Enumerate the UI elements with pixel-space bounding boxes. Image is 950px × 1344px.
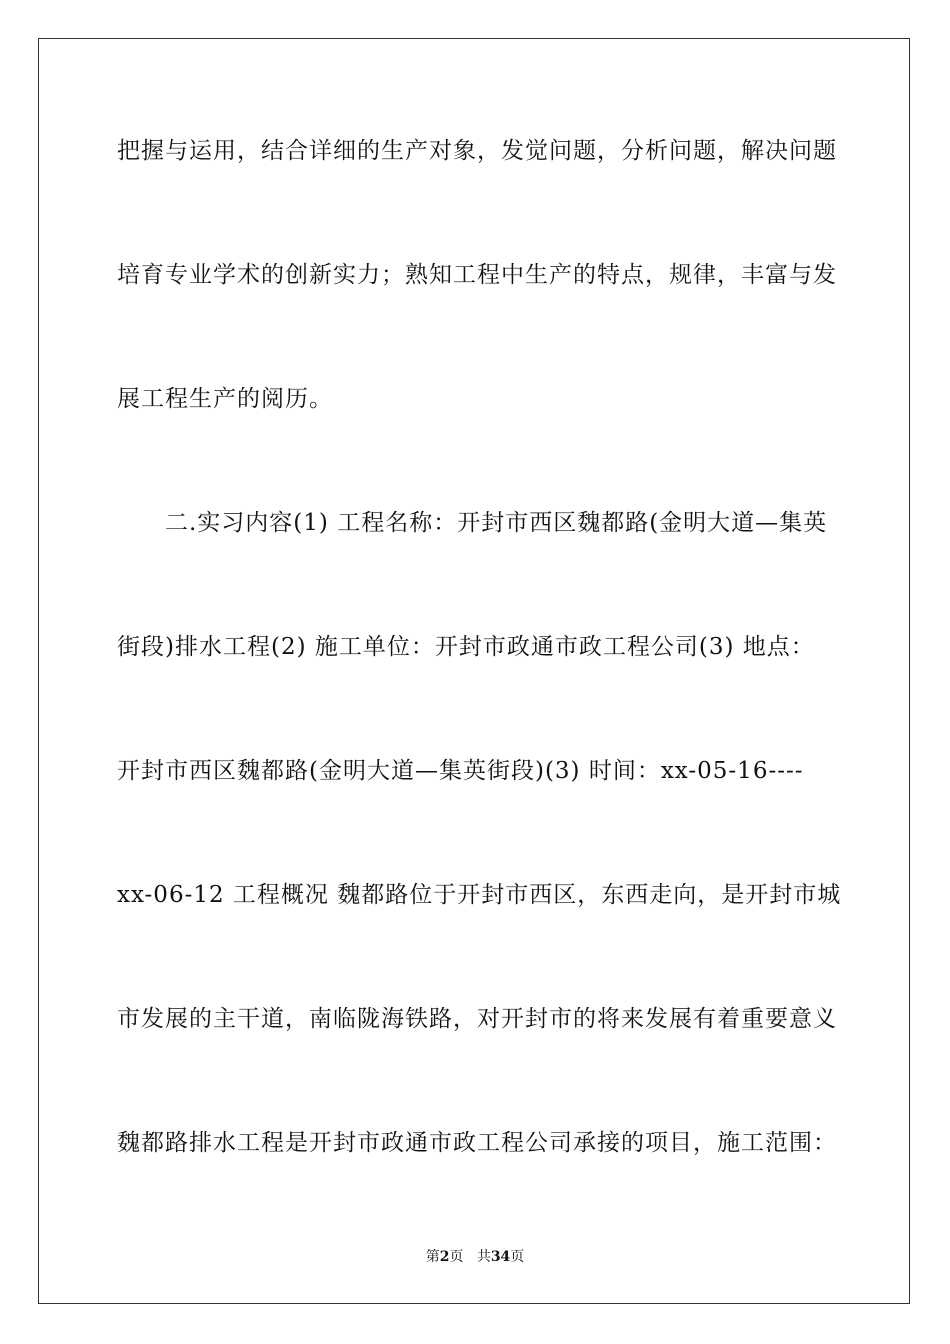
page-suffix: 页: [449, 1249, 464, 1265]
total-prefix: 共: [476, 1249, 491, 1265]
page-number: 2: [439, 1249, 450, 1265]
body-text-line: 把握与运用，结合详细的生产对象，发觉问题，分析问题，解决问题: [117, 138, 837, 164]
total-pages: 34: [490, 1249, 511, 1265]
section-heading-line: 二.实习内容(1) 工程名称：开封市西区魏都路(金明大道—集英: [165, 510, 828, 536]
body-text-line: 开封市西区魏都路(金明大道—集英街段)(3) 时间：xx-05-16----: [117, 758, 804, 784]
total-suffix: 页: [510, 1249, 525, 1265]
body-text-line: 展工程生产的阅历。: [117, 386, 333, 412]
body-text-line: 街段)排水工程(2) 施工单位：开封市政通市政工程公司(3) 地点：: [117, 634, 815, 660]
page-footer: [0, 1248, 950, 1266]
page-border: [38, 38, 910, 1304]
body-text-line: 培育专业学术的创新实力；熟知工程中生产的特点，规律，丰富与发: [117, 262, 837, 288]
body-text-line: xx-06-12 工程概况 魏都路位于开封市西区，东西走向，是开封市城: [117, 882, 842, 908]
body-text-line: 市发展的主干道，南临陇海铁路，对开封市的将来发展有着重要意义: [117, 1006, 837, 1032]
page-prefix: 第: [425, 1249, 440, 1265]
body-text-line: 魏都路排水工程是开封市政通市政工程公司承接的项目，施工范围：: [117, 1130, 837, 1156]
